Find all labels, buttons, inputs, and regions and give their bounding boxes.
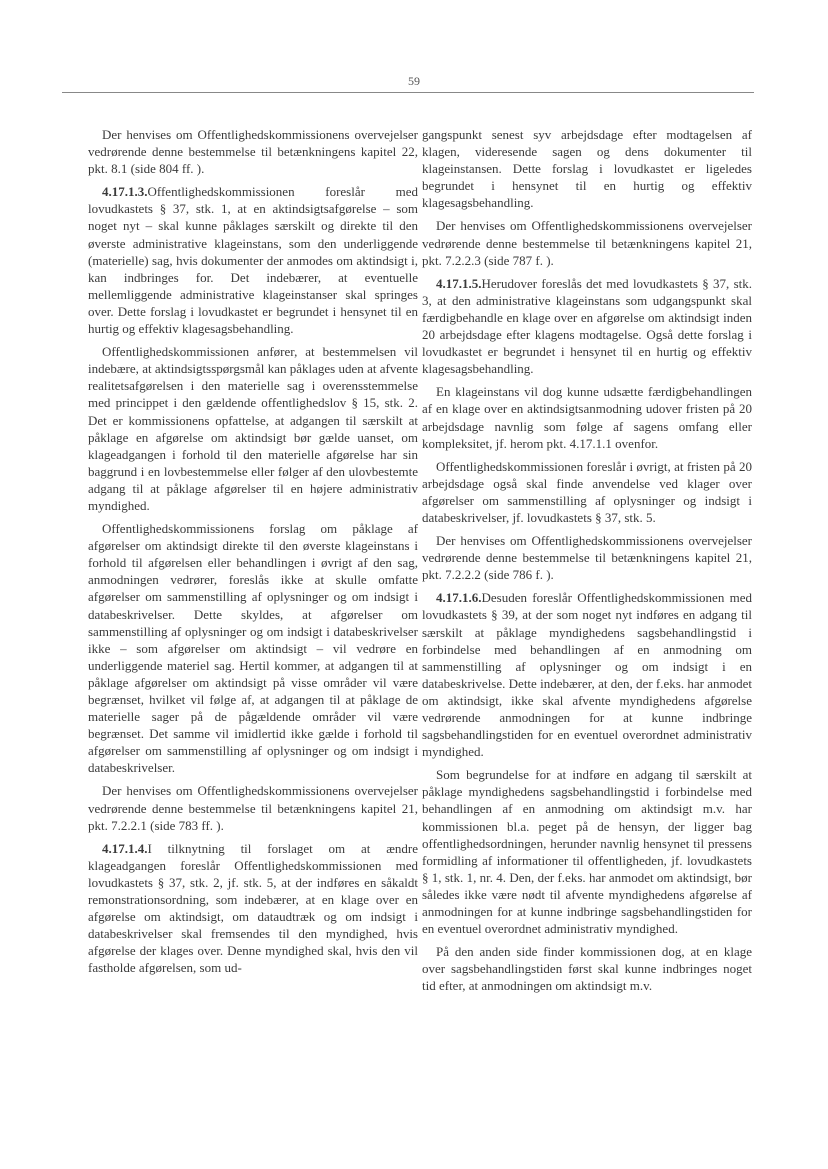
paragraph-text: I tilknytning til forslaget om at ændre klageadgangen foreslår Offentlighedskommissionen med lovudkastets § 37, stk. 2, jf. stk. 5, at der indføres en såkaldt remonstrationsordning, som indebærer, at en klage over en afgørelse om aktindsigt, om dataudtræk og om indsigt i databeskrivelser skal fremsendes til den myndighed, hvis afgørelse der klages over. Denne myndighed skal, hvis den vil fastholde afgørelsen, som ud- bbox=[88, 840, 418, 976]
paragraph-text: Der henvises om Offentlighedskommissionens overvejelser vedrørende denne bestemmelse til betænkningens kapitel 21, pkt. 7.2.2.1 (side 783 ff. ). bbox=[88, 783, 418, 833]
header-rule bbox=[62, 92, 754, 93]
paragraph-text: Der henvises om Offentlighedskommissionens overvejelser vedrørende denne bestemmelse til betænkningens kapitel 22, pkt. 8.1 (side 804 ff. ). bbox=[88, 127, 418, 177]
section-number: 4.17.1.6. bbox=[436, 590, 482, 606]
paragraph-text: Offentlighedskommissionens forslag om påklage af afgørelser om aktindsigt direkte til den øverste klageinstans i forhold til afgørelsen eller behandlingen i øvrigt af den sag, anmodningen vedrører, foreslås ikke at skulle omfatte afgørelser om sammenstilling af oplysninger og om indsigt i databeskrivelser. Dette skyldes, at afgørelser om sammenstilling af oplysninger og om indsigt i databeskrivelser ikke – som afgørelser om aktindsigt – vil vedrøre en underliggende materiel sag. Hertil kommer, at adgangen til at påklage afgørelser om aktindsigt på visse områder vil være begrænset, hvilket vil følge af, at adgangen til at påklage de materielle sager på de pågældende områder vil være begrænset. Det samme vil imidlertid ikke gælde i forhold til afgørelser om sammenstilling af oplysninger og om indsigt i databeskrivelser. bbox=[88, 521, 418, 776]
paragraph bbox=[88, 183, 418, 337]
section-number: 4.17.1.5. bbox=[436, 275, 482, 291]
paragraph bbox=[422, 532, 752, 583]
paragraph-text: Offentlighedskommissionen foreslår i øvrigt, at fristen på 20 arbejdsdage også skal finde anvendelse ved klager over afgørelser om sammenstilling af oplysninger og indsigt i databeskrivelser, jf. lovudkastets § 37, stk. 5. bbox=[422, 458, 752, 525]
left-column bbox=[88, 126, 418, 983]
paragraph bbox=[88, 520, 418, 776]
paragraph bbox=[422, 275, 752, 378]
paragraph-text: Som begrundelse for at indføre en adgang til særskilt at påklage myndighedens sagsbehandlingstid i forbindelse med behandlingen af en anmodning om aktindsigt m.v. har kommissionen bl.a. peget på de hensyn, der ligger bag offentlighedsordningen, herunder navnlig hensynet til pressens formidling af informationer til offentligheden, jf. lovudkastets § 1, stk. 1, nr. 4. Den, der f.eks. har anmodet om aktindsigt, bør således ikke være nødt til afvente myndighedens afgørelse af anmodningen for at kunne indbringe sagsbehandlingstiden for en eventuel overordnet administrativ myndighed. bbox=[422, 767, 752, 937]
paragraph bbox=[422, 458, 752, 526]
paragraph bbox=[422, 383, 752, 451]
paragraph bbox=[88, 343, 418, 514]
paragraph bbox=[422, 766, 752, 937]
paragraph-text: gangspunkt senest syv arbejdsdage efter modtagelsen af klagen, videresende sagen og dens dokumenter til klageinstansen. Dette forslag i lovudkastet er ligeledes begrundet i hensynet til en hurtig og effektiv klagesagsbehandling. bbox=[422, 127, 752, 211]
right-column bbox=[422, 126, 752, 1001]
section-number: 4.17.1.4. bbox=[102, 840, 148, 856]
paragraph bbox=[422, 589, 752, 760]
paragraph bbox=[88, 782, 418, 833]
paragraph bbox=[422, 217, 752, 268]
paragraph-text: Offentlighedskommissionen foreslår med lovudkastets § 37, stk. 1, at en aktindsigtsafgørelse – som noget nyt – skal kunne påklages særskilt og direkte til den øverste administrative klageinstans, som den underliggende (materielle) sag, hvis dokumenter der anmodes om aktindsigt i, kan indbringes for. Det indebærer, at eventuelle mellemliggende administrative klageinstanser skal springes over. Dette forslag i lovudkastet er begrundet i hensynet til en hurtig og effektiv klagesagsbehandling. bbox=[88, 184, 418, 337]
paragraph bbox=[422, 126, 752, 211]
paragraph bbox=[422, 943, 752, 994]
paragraph-text: Herudover foreslås det med lovudkastets § 37, stk. 3, at den administrative klageinstans som udgangspunkt skal færdigbehandle en klage over en afgørelse om aktindsigt inden 20 arbejdsdage efter klagens modtagelse. Også dette forslag i lovudkastet er begrundet i hensynet til en hurtig og effektiv klagesagsbehandling. bbox=[422, 275, 752, 377]
paragraph-text: En klageinstans vil dog kunne udsætte færdigbehandlingen af en klage over en aktindsigtsanmodning udover fristen på 20 arbejdsdage navnlig som følge af sagens omfang eller kompleksitet, jf. herom pkt. 4.17.1.1 ovenfor. bbox=[422, 384, 752, 451]
paragraph-text: Der henvises om Offentlighedskommissionens overvejelser vedrørende denne bestemmelse til betænkningens kapitel 21, pkt. 7.2.2.3 (side 787 f. ). bbox=[422, 218, 752, 268]
paragraph-text: Desuden foreslår Offentlighedskommissionen med lovudkastets § 39, at der som noget nyt indføres en adgang til særskilt at påklage myndighedens sagsbehandlingstid i forbindelse med behandlingen af en anmodning om sammenstilling af oplysninger og om indsigt i en databeskrivelse. Dette indebærer, at den, der f.eks. har anmodet om aktindsigt, ikke skal afvente myndighedens afgørelse vedrørende anmodningen for at kunne indbringe sagsbehandlingstiden for en eventuel overordnet administrativ myndighed. bbox=[422, 590, 752, 760]
paragraph-text: Der henvises om Offentlighedskommissionens overvejelser vedrørende denne bestemmelse til betænkningens kapitel 21, pkt. 7.2.2.2 (side 786 f. ). bbox=[422, 533, 752, 583]
paragraph bbox=[88, 126, 418, 177]
paragraph bbox=[88, 840, 418, 977]
section-number: 4.17.1.3. bbox=[102, 184, 148, 200]
paragraph-text: Offentlighedskommissionen anfører, at bestemmelsen vil indebære, at aktindsigtsspørgsmål kan påklages uden at afvente realitetsafgørelsen i den materielle sag i overensstemmelse med princippet i den gældende offentlighedslov § 15, stk. 2. Det er kommissionens opfattelse, at adgangen til særskilt at påklage en afgørelse om aktindsigt bør gælde uanset, om klageadgangen i forhold til den materielle afgørelse har sin baggrund i en lovbestemmelse eller følger af den ulovbestemte adgang til at påklage afgørelser til en højere administrativ myndighed. bbox=[88, 344, 418, 513]
page-number: 59 bbox=[408, 74, 420, 88]
paragraph-text: På den anden side finder kommissionen dog, at en klage over sagsbehandlingstiden først skal kunne indbringes noget tid efter, at anmodningen om aktindsigt m.v. bbox=[422, 944, 752, 994]
